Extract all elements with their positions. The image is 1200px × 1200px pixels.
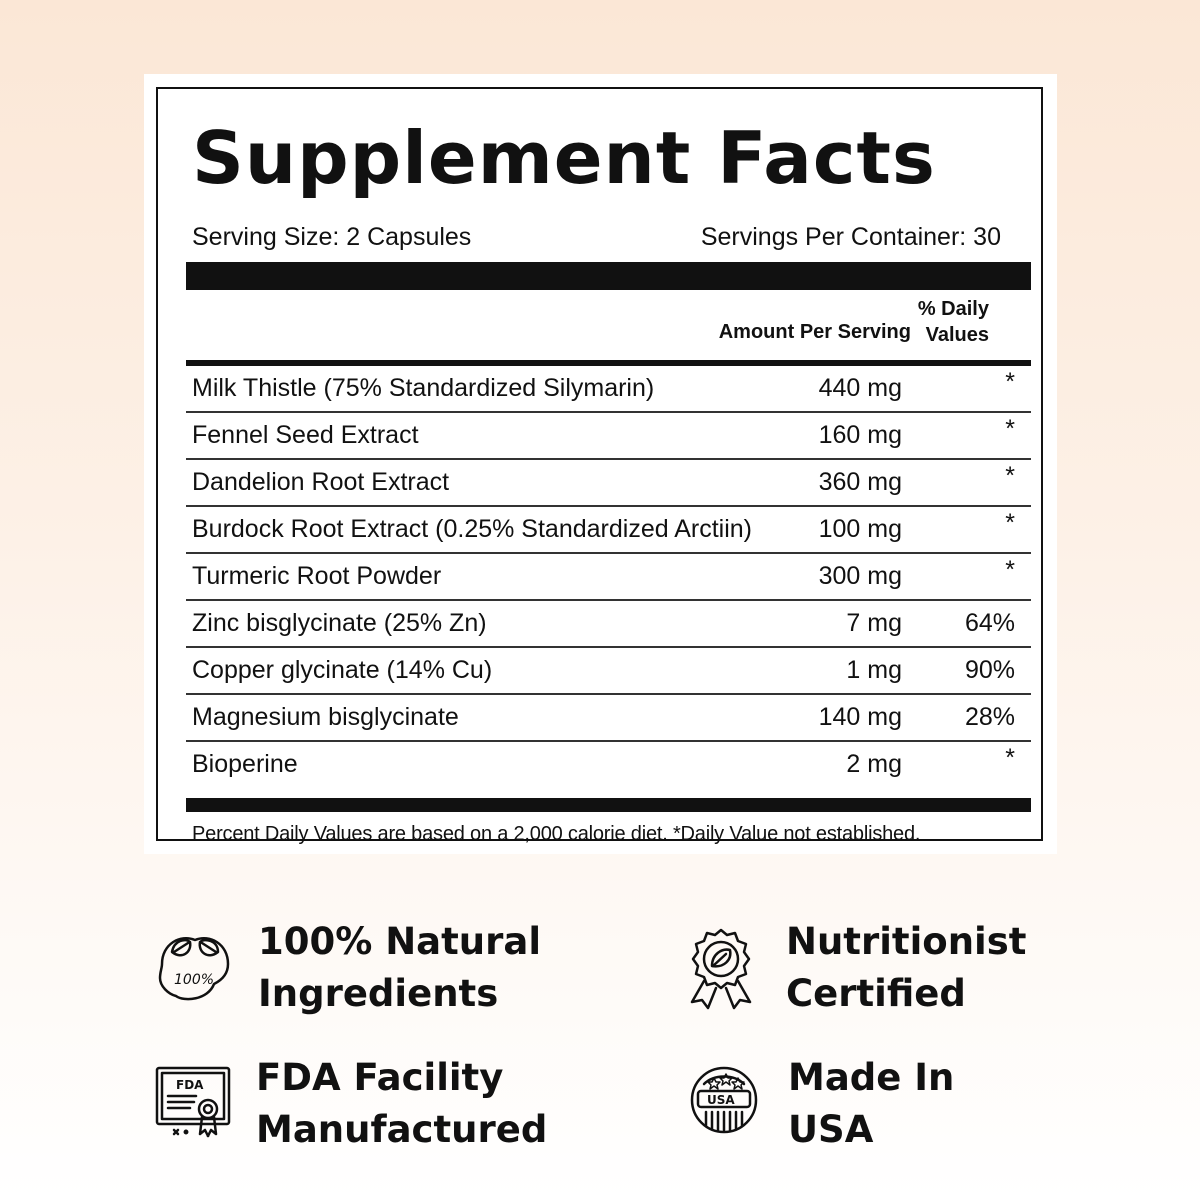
ingredient-daily-value: 64% [964, 609, 1015, 637]
ingredient-daily-value: * [1005, 556, 1015, 584]
ingredient-amount: 360 mg [818, 468, 902, 496]
ingredient-row [186, 601, 1031, 648]
servings-per-container: Servings Per Container: 30 [700, 223, 1001, 251]
daily-values-header [918, 296, 989, 348]
daily-values-header-line2: Values [925, 324, 989, 346]
badge-certified-line1: Nutritionist [786, 920, 1027, 963]
icon-100-percent-text: 100% [174, 972, 215, 988]
ingredient-amount: 160 mg [818, 421, 902, 449]
ingredient-table [186, 366, 1031, 789]
ingredient-name: Magnesium bisglycinate [192, 703, 459, 731]
usa-seal-icon [688, 1064, 760, 1136]
ingredient-row [186, 460, 1031, 507]
ingredient-name: Burdock Root Extract (0.25% Standardized Arctiin) [192, 515, 752, 543]
daily-values-header-line1: % Daily [917, 298, 989, 320]
ingredient-amount: 7 mg [846, 609, 902, 637]
ingredient-name: Copper glycinate (14% Cu) [192, 656, 493, 684]
daily-value-footnote: Percent Daily Values are based on a 2,000 calorie diet. *Daily Value not established. [192, 823, 921, 845]
amount-per-serving-header: Amount Per Serving [718, 321, 911, 343]
footer-divider-bar [186, 798, 1031, 812]
ingredient-name: Zinc bisglycinate (25% Zn) [192, 609, 487, 637]
ingredient-daily-value: 28% [964, 703, 1015, 731]
ingredient-row [186, 648, 1031, 695]
ingredient-amount: 2 mg [846, 750, 902, 778]
ingredient-daily-value: * [1005, 368, 1015, 396]
badge-fda-line2: Manufactured [256, 1108, 548, 1151]
ingredient-amount: 140 mg [818, 703, 902, 731]
ingredient-amount: 440 mg [818, 374, 902, 402]
supplement-facts-panel [156, 87, 1043, 845]
badge-usa-line1: Made In [788, 1056, 955, 1099]
label-title: Supplement Facts [192, 116, 936, 200]
icon-fda-text: FDA [176, 1078, 204, 1092]
ingredient-daily-value: * [1005, 462, 1015, 490]
ingredient-name: Dandelion Root Extract [192, 468, 450, 496]
ingredient-daily-value: * [1005, 744, 1015, 772]
ingredient-amount: 1 mg [846, 656, 902, 684]
ingredient-daily-value: * [1005, 509, 1015, 537]
ingredient-name: Turmeric Root Powder [192, 562, 442, 590]
ingredient-name: Bioperine [192, 750, 298, 778]
badge-usa-line2: USA [788, 1108, 874, 1151]
award-ribbon-icon [686, 926, 756, 1010]
ingredient-row [186, 366, 1031, 413]
ingredient-daily-value: 90% [964, 656, 1015, 684]
badge-natural-line1: 100% Natural [258, 920, 542, 963]
ingredient-name: Milk Thistle (75% Standardized Silymarin) [192, 374, 655, 402]
ingredient-row [186, 742, 1031, 789]
ingredient-row [186, 413, 1031, 460]
badge-certified-line2: Certified [786, 972, 966, 1015]
ingredient-amount: 300 mg [818, 562, 902, 590]
supplement-facts-card [144, 74, 1057, 854]
ingredient-row [186, 695, 1031, 742]
ingredient-row [186, 507, 1031, 554]
ingredient-name: Fennel Seed Extract [192, 421, 419, 449]
ingredient-row [186, 554, 1031, 601]
badge-fda-line1: FDA Facility [256, 1056, 504, 1099]
ingredient-daily-value: * [1005, 415, 1015, 443]
icon-usa-text: USA [707, 1093, 735, 1107]
leaf-100-percent-icon [156, 930, 234, 1008]
serving-size: Serving Size: 2 Capsules [192, 223, 472, 251]
badge-natural-line2: Ingredients [258, 972, 499, 1015]
header-divider-bar [186, 262, 1031, 290]
ingredient-amount: 100 mg [818, 515, 902, 543]
certificate-icon [154, 1064, 234, 1140]
